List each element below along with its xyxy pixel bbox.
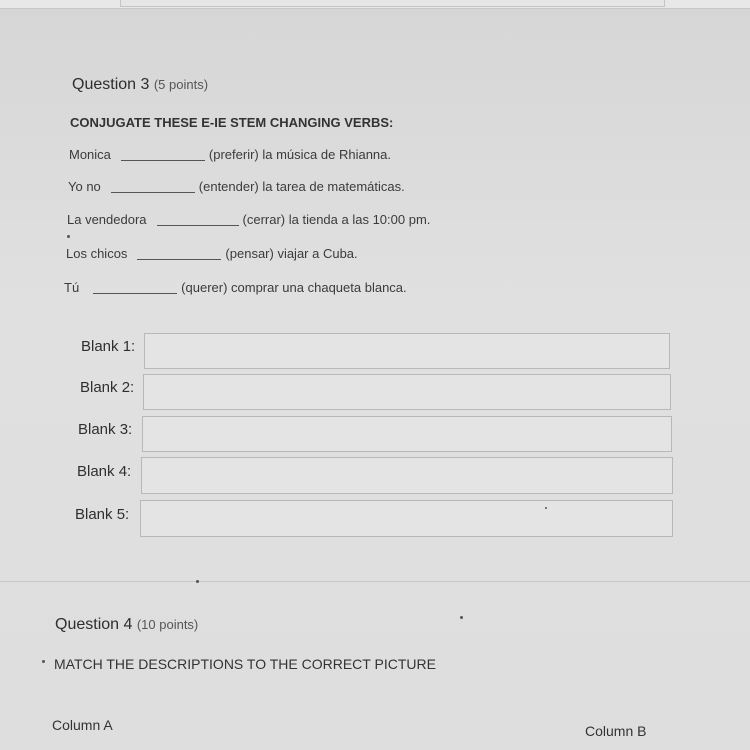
blank-1-label: Blank 1: bbox=[81, 338, 136, 355]
sentence-2 bbox=[68, 179, 405, 194]
dust-speck bbox=[67, 235, 70, 238]
sentence-4-text: (pensar) viajar a Cuba. bbox=[225, 246, 358, 261]
question-4-heading bbox=[55, 616, 198, 634]
sentence-5-subject: Tú bbox=[64, 280, 80, 295]
sentence-4 bbox=[66, 246, 358, 261]
blank-3-input[interactable] bbox=[142, 416, 672, 452]
blank-2-label: Blank 2: bbox=[80, 379, 135, 396]
blank-1-input[interactable] bbox=[144, 333, 670, 369]
sentence-1-subject: Monica bbox=[69, 147, 111, 162]
blank-3-label: Blank 3: bbox=[78, 421, 133, 438]
blank-4-label: Blank 4: bbox=[77, 463, 132, 480]
question-4-title: Question 4 bbox=[55, 616, 133, 633]
sentence-4-blank-line bbox=[137, 259, 221, 260]
column-b-heading: Column B bbox=[585, 723, 647, 739]
sentence-3 bbox=[67, 212, 430, 227]
blank-5-label: Blank 5: bbox=[75, 506, 130, 523]
sentence-3-blank-line bbox=[157, 225, 239, 226]
sentence-1-text: (preferir) la música de Rhianna. bbox=[208, 147, 391, 162]
question-4-points: (10 points) bbox=[136, 617, 199, 632]
question-3-instructions: CONJUGATE THESE E-IE STEM CHANGING VERBS: bbox=[70, 115, 394, 130]
sentence-3-subject: La vendedora bbox=[67, 212, 147, 227]
dust-speck bbox=[196, 580, 199, 583]
blank-5-input[interactable] bbox=[140, 500, 673, 537]
sentence-3-text: (cerrar) la tienda a las 10:00 pm. bbox=[242, 212, 431, 227]
sentence-5-text: (querer) comprar una chaqueta blanca. bbox=[181, 280, 407, 295]
sentence-5 bbox=[64, 280, 407, 295]
sentence-1-blank-line bbox=[121, 160, 205, 161]
blank-4-input[interactable] bbox=[141, 457, 673, 494]
section-divider bbox=[0, 581, 750, 582]
sentence-4-subject: Los chicos bbox=[66, 246, 128, 261]
sentence-2-text: (entender) la tarea de matemáticas. bbox=[198, 179, 405, 194]
question-4-instructions: MATCH THE DESCRIPTIONS TO THE CORRECT PICTURE bbox=[54, 656, 436, 672]
dust-speck bbox=[460, 616, 463, 619]
blank-2-input[interactable] bbox=[143, 374, 671, 410]
sentence-2-blank-line bbox=[111, 192, 195, 193]
question-3-points: (5 points) bbox=[153, 77, 209, 92]
sentence-5-blank-line bbox=[93, 293, 177, 294]
question-3-heading bbox=[72, 76, 208, 94]
sentence-1 bbox=[69, 147, 391, 162]
dust-speck bbox=[42, 660, 45, 663]
sentence-2-subject: Yo no bbox=[68, 179, 101, 194]
question-3-title: Question 3 bbox=[72, 76, 150, 93]
column-a-heading: Column A bbox=[52, 717, 113, 733]
dust-speck bbox=[545, 507, 547, 509]
